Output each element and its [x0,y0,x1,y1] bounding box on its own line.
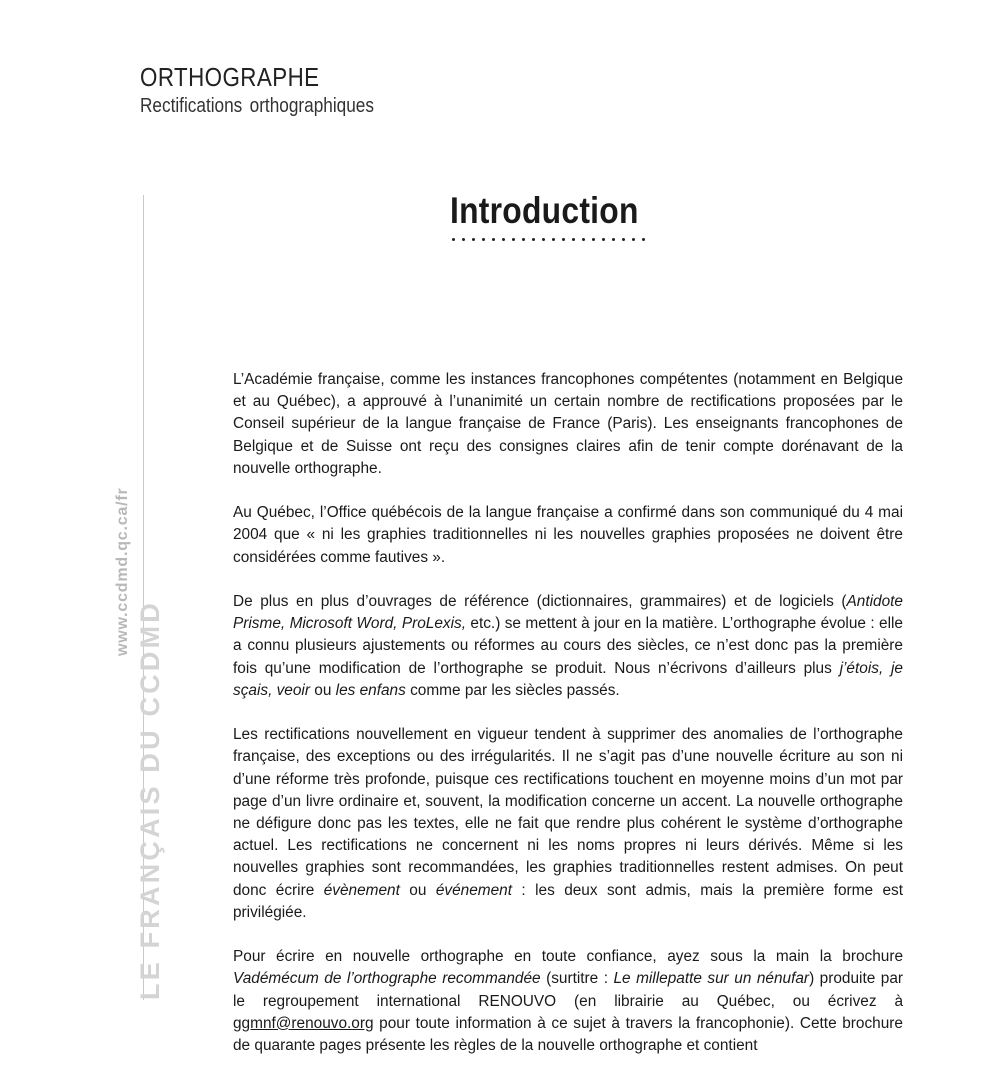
italic-run: événement [435,881,512,899]
paragraph-5 [233,946,903,1057]
text-run: (surtitre : [540,970,614,988]
sidebar-url: www.ccdmd.qc.ca/fr [114,487,131,656]
paragraph-3 [233,591,903,702]
text-run: De plus en plus d’ouvrages de référence (dictionnaires, grammaires) et de logiciels ( [233,593,847,610]
title-dotted-rule [452,238,645,241]
italic-run: évènement [323,881,400,899]
body-text [233,369,903,1079]
text-run: ) produite par le regroupement international RENOUVO (en librairie au Québec, ou écrivez à [233,970,904,1010]
text-run: etc.) se mettent à jour en la matière. L’orthographe évolue : elle a connu plusieurs ajustements ou réformes au cours des siècles, ce n’est donc pas la première fois qu’une modification de l’orthographe se produit. Nous n’écrivons d’ailleurs plus [233,615,903,677]
text-run: Les rectifications nouvellement en vigueur tendent à supprimer des anomalies de l’orthographe française, des exceptions ou des irrégularités. Il ne s’agit pas d’une nouvelle écriture au son ni d’une réforme très profonde, puisque ces rectifications touchent en moyenne moins d’un mot par page d’un livre ordinaire et, souvent, la modification concerne un accent. La nouvelle orthographe ne défigure donc pas les textes, elle ne fait que rendre plus cohérent le système d’orthographe actuel. Les rectifications ne concernent ni les noms propres ni leurs dérivés. Même si les nouvelles graphies sont recommandées, les graphies traditionnelles restent admises. On peut donc écrire [233,726,903,899]
text-run: ou [399,881,436,899]
header-subtitle: Rectifications orthographiques [140,95,374,117]
email-link[interactable]: ggmnf@renouvo.org [233,1014,374,1032]
paragraph-4 [233,724,903,924]
italic-run: Le millepatte sur un nénufar [613,970,810,988]
italic-run: j’étois, je sçais, veoir [233,659,903,699]
paragraph-2: Au Québec, l’Office québécois de la langue française a confirmé dans son communiqué du 4 mai 2004 que « ni les graphies traditionnelles ni les nouvelles graphies proposées ne doivent être considérées comme fautives ». [233,504,903,566]
italic-run: Antidote Prisme, Microsoft Word, ProLexis, [233,593,903,633]
text-run: : les deux sont admis, mais la première forme est privilégiée. [233,881,903,921]
section-title: Introduction [450,190,639,231]
running-header [140,62,412,118]
italic-run: Vadémécum de l’orthographe recommandée [233,970,541,988]
text-run: comme par les siècles passés. [405,681,620,699]
header-title: ORTHOGRAPHE [140,62,320,92]
paragraph-1: L’Académie française, comme les instances francophones compétentes (notamment en Belgique et au Québec), a approuvé à l’unanimité un certain nombre de rectifications proposées par le Conseil supérieur de la langue française de France (Paris). Les enseignants francophones de Belgique et de Suisse ont reçu des consignes claires afin de tenir compte dorénavant de la nouvelle orthographe. [233,371,903,477]
sidebar-brand-text: LE FRANÇAIS DU CCDMD [135,600,165,1000]
text-run: ou [309,681,336,699]
italic-run: les enfans [335,681,406,699]
text-run: Pour écrire en nouvelle orthographe en toute confiance, ayez sous la main la brochure [233,948,903,966]
text-run: pour toute information à ce sujet à travers la francophonie). Cette brochure de quarante pages présente les règles de la nouvelle orthographe et contient [233,1014,903,1055]
